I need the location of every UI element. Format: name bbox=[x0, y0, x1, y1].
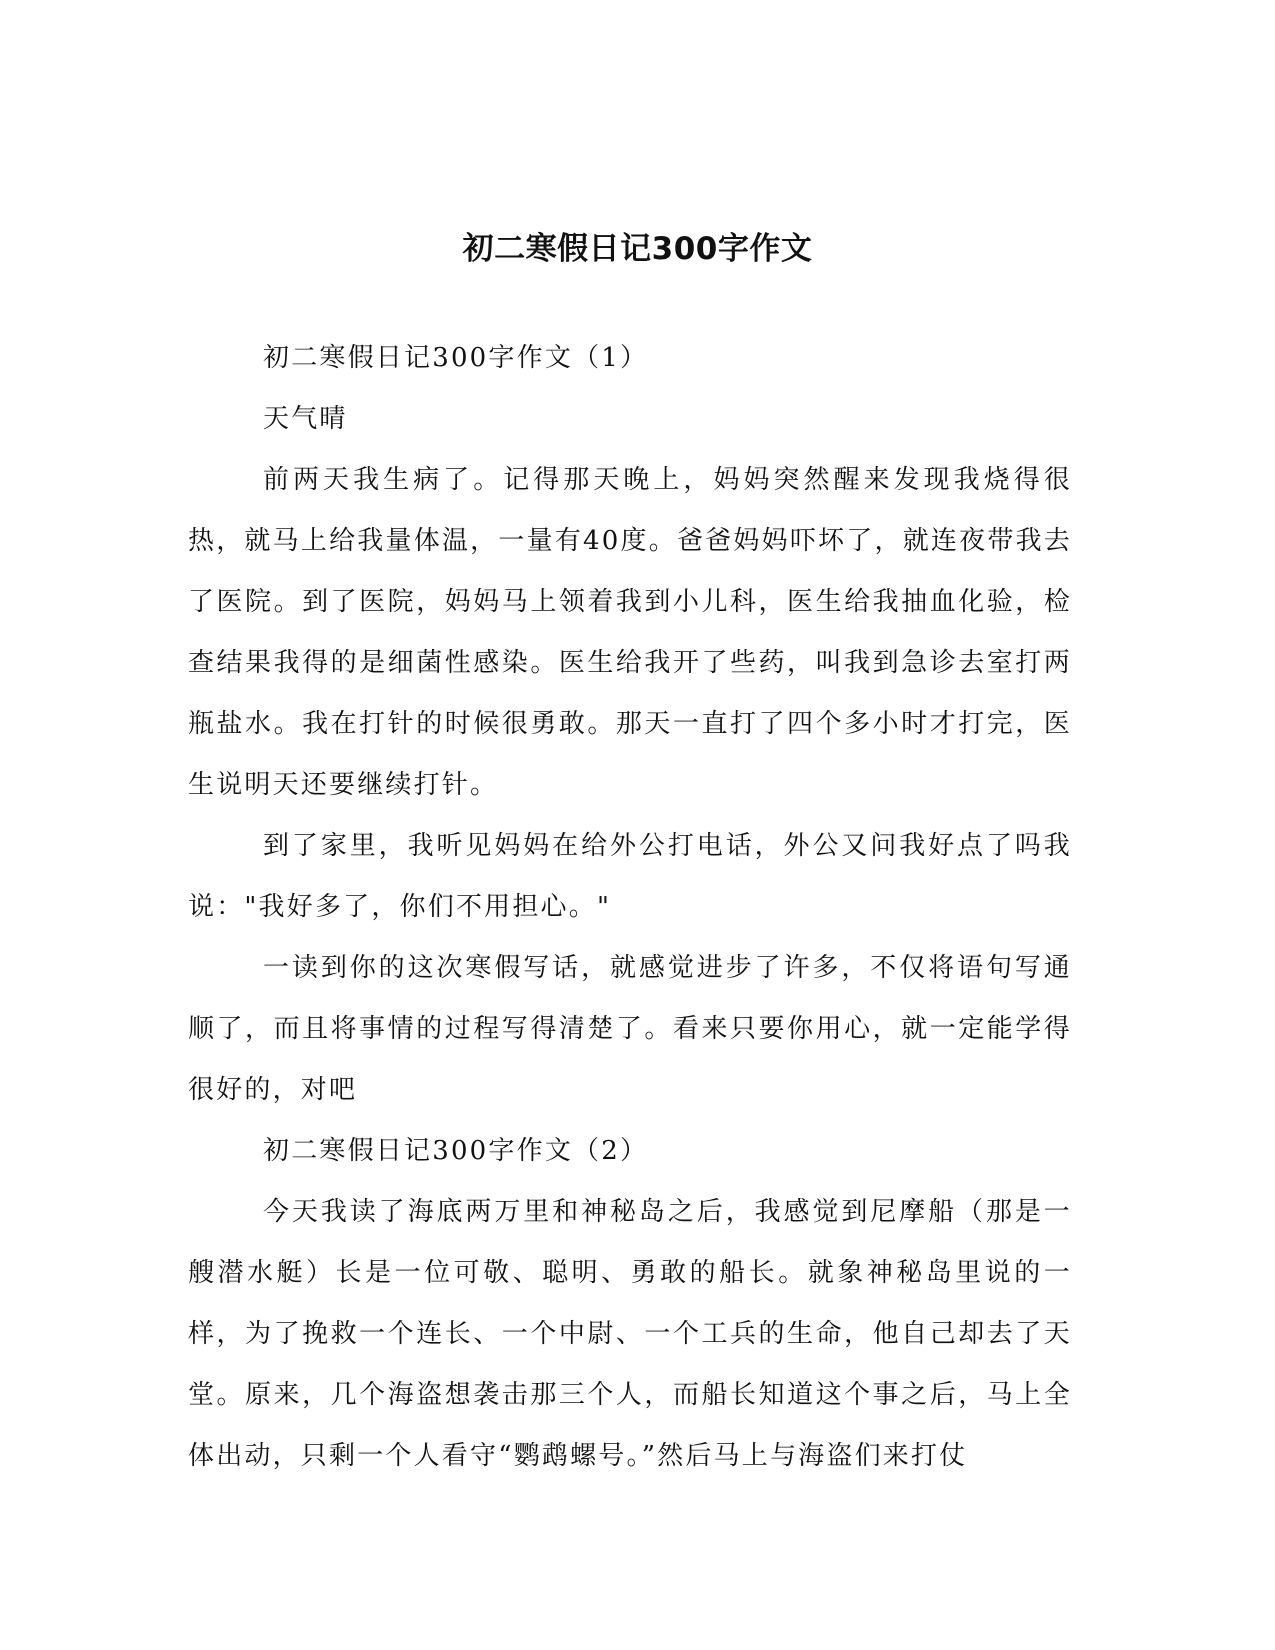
document-title: 初二寒假日记300字作文 bbox=[462, 230, 813, 267]
weather-line: 天气晴 bbox=[263, 404, 348, 434]
paragraph-reading: 今天我读了海底两万里和神秘岛之后，我感觉到尼摩船（那是一艘潜水艇）长是一位可敬、聪明、勇敢的船长。就象神秘岛里说的一样，为了挽救一个连长、一个中尉、一个工兵的生命，他自己却去了天堂。原来，几个海盗想袭击那三个人，而船长知道这个事之后，马上全体出动，只剩一个人看守“鹦鹉螺号。”然后马上与海盗们来打仗 bbox=[188, 1197, 1072, 1471]
paragraph-phone-call: 到了家里，我听见妈妈在给外公打电话，外公又问我好点了吗我说："我好多了，你们不用担心。" bbox=[188, 831, 1072, 922]
document-body bbox=[188, 328, 1072, 1487]
paragraph-teacher-comment: 一读到你的这次寒假写话，就感觉进步了许多，不仅将语句写通顺了，而且将事情的过程写得清楚了。看来只要你用心，就一定能学得很好的，对吧 bbox=[188, 953, 1072, 1105]
section-heading-1: 初二寒假日记300字作文（1） bbox=[263, 343, 649, 373]
section-heading-2: 初二寒假日记300字作文（2） bbox=[263, 1136, 649, 1166]
paragraph-illness: 前两天我生病了。记得那天晚上，妈妈突然醒来发现我烧得很热，就马上给我量体温，一量有40度。爸爸妈妈吓坏了，就连夜带我去了医院。到了医院，妈妈马上领着我到小儿科，医生给我抽血化验，检查结果我得的是细菌性感染。医生给我开了些药，叫我到急诊去室打两瓶盐水。我在打针的时候很勇敢。那天一直打了四个多小时才打完，医生说明天还要继续打针。 bbox=[188, 465, 1072, 800]
